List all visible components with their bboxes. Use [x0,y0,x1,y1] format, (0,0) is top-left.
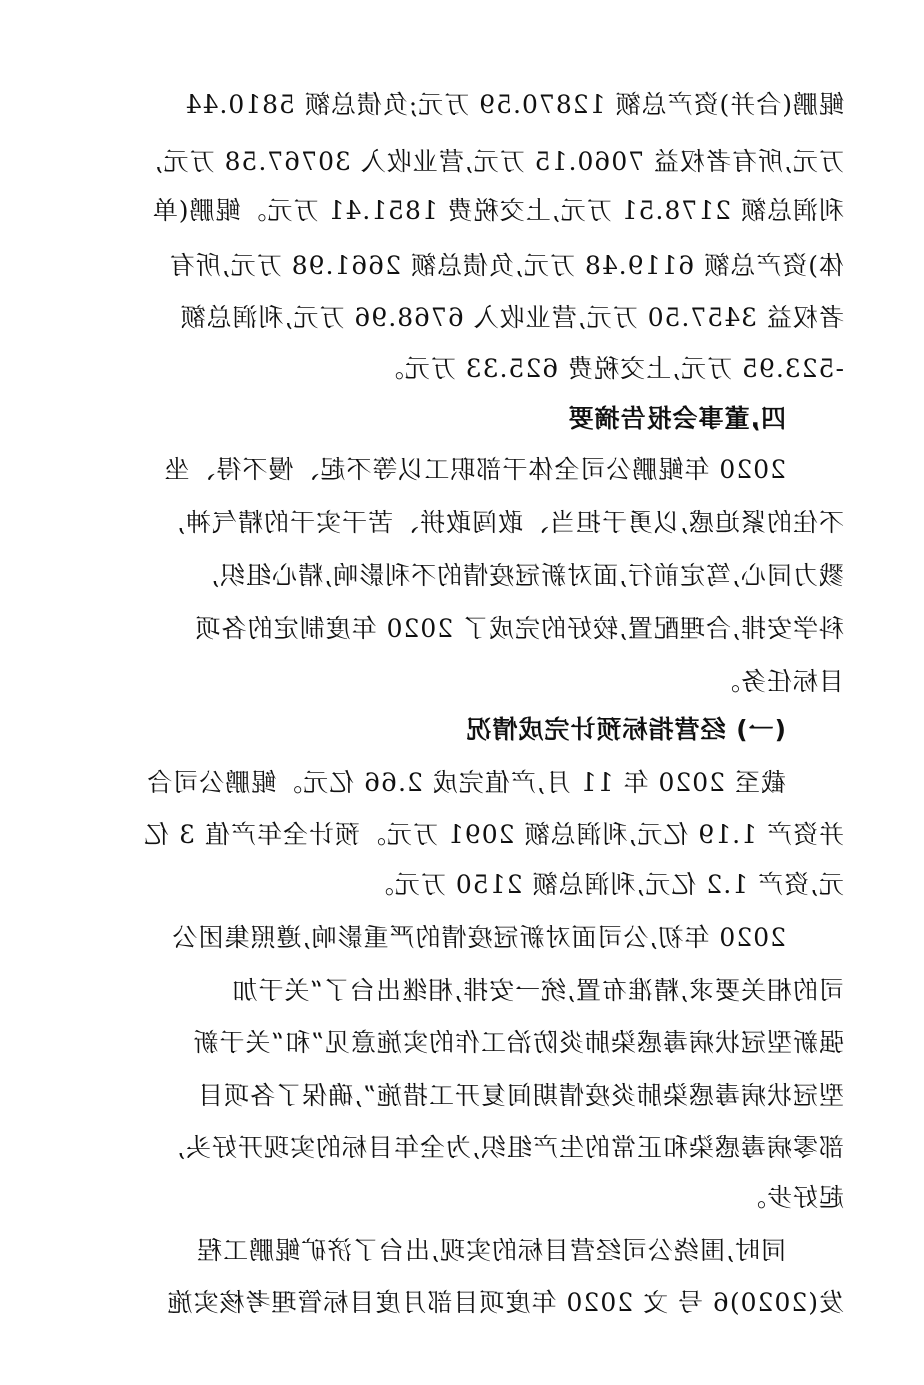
p4-line-1: 2020 年初,公司面对新冠疫情的严重影响,遵照集团公 [171,923,786,952]
p1-line-2: 万元,所有者权益 7060.15 万元,营业收入 30767.58 万元, [153,147,844,176]
p1-line-4: 体)资产总额 6119.48 万元,负债总额 2661.98 万元,所有 [168,251,844,280]
p2-line-5: 目标任务。 [713,667,844,696]
p5-line-1: 同时,围绕公司经营目标的实现,出台了济矿鲲鹏工程 [196,1236,786,1265]
p3-line-3: 元,资产 1.2 亿元,利润总额 2150 万元。 [367,870,844,899]
p2-line-4: 科学安排,合理配置,较好的完成了 2020 年度制定的各项 [194,614,844,643]
section-heading-4: 四,董事会报告摘要 [567,404,786,433]
p4-line-4: 型冠状病毒感染肺炎疫情期间复开工措施”,确保了各项目 [197,1081,844,1110]
p1-line-1: 鲲鹏(合并)资产总额 12870.59 万元;负债总额 5810.44 [184,90,844,119]
p1-line-3: 利润总额 2178.51 万元,上交税费 1851.41 万元。鲲鹏(单 [151,196,844,225]
p4-line-2: 司的相关要求,精准布置,统一安排,相继出台了“关于加 [231,976,844,1005]
p1-line-6: -523.95 万元,上交税费 625.33 万元。 [377,354,844,383]
p1-line-5: 者权益 3457.50 万元,营业收入 6768.96 万元,利润总额 [179,303,844,332]
p2-line-1: 2020 年鲲鹏公司全体干部职工以等不起、慢不得、坐 [163,455,786,484]
subsection-heading-1: (一) 经营指标预计完成情况 [465,715,786,744]
p4-line-6: 起好步。 [739,1183,844,1212]
p3-line-1: 截至 2020 年 11 月,产值完成 2.66 亿元。鲲鹏公司合 [146,768,786,797]
p5-line-2: 发(2020)6 号 文 2020 年度项目部月度目标管理考核实施 [166,1288,844,1317]
p2-line-2: 不住的紧迫感,以勇于担当、敢闯敢拼、苦干实干的精气神, [176,508,844,537]
p4-line-5: 部零病毒感染和正常的生产组织,为全年目标的实现开好头, [176,1133,844,1162]
p2-line-3: 戮力同心,笃定前行,面对新冠疫情的不利影响,精心组织, [210,561,844,590]
p3-line-2: 并资产 1.19 亿元,利润总额 2091 万元。预计全年产值 3 亿 [143,820,844,849]
p4-line-3: 强新型冠状病毒感染肺炎防治工作的实施意见”和“关于新 [192,1028,844,1057]
